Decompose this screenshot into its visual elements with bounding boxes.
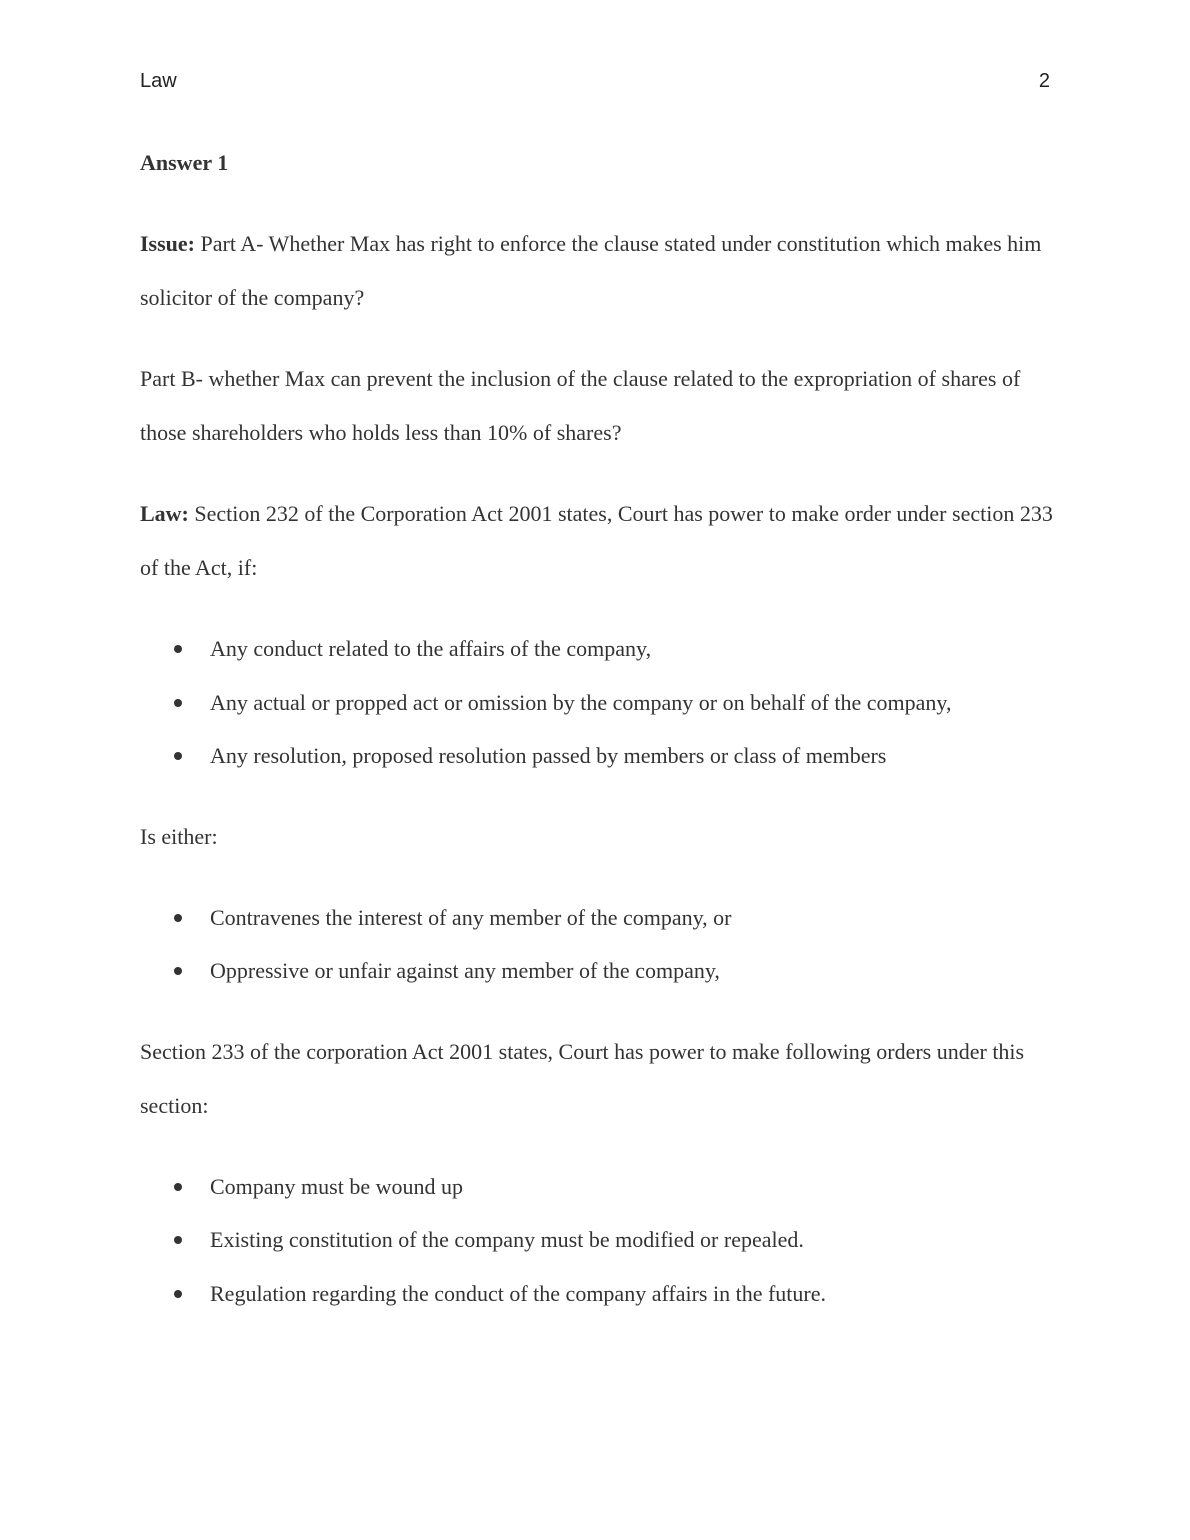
bullet-icon [174,967,182,975]
section-233-paragraph: Section 233 of the corporation Act 2001 states, Court has power to make following orders under this section: [140,1038,1025,1118]
bullet-icon [174,699,182,707]
bullet-icon [174,914,182,922]
list-item-text: Existing constitution of the company must be modified or repealed. [210,1227,804,1252]
list-item [140,1267,1055,1321]
law-label: Law: [140,501,189,526]
law-intro-text: Section 232 of the Corporation Act 2001 states, Court has power to make order under section 233 of the Act, if: [140,501,1053,580]
orders-list [140,1160,1055,1321]
list-item-text: Any conduct related to the affairs of the company, [210,636,652,661]
running-title: Law [140,70,177,92]
bullet-icon [174,645,182,653]
list-item [140,891,1055,945]
either-list [140,891,1055,998]
issue-part-a-paragraph [140,217,1055,325]
document-body [140,136,1055,1347]
issue-part-b-paragraph: Part B- whether Max can prevent the inclusion of the clause related to the expropriation of shares of those shareholders who holds less than 10% of shares? [140,366,1021,445]
list-item-text: Contravenes the interest of any member of the company, or [210,904,732,930]
list-item [140,622,1055,676]
law-paragraph [140,487,1055,595]
page-number: 2 [1038,70,1050,92]
answer-heading: Answer 1 [140,150,229,175]
list-item [140,729,1055,783]
issue-label: Issue: [140,231,196,256]
list-item [140,944,1055,998]
bullet-icon [174,1290,182,1298]
bullet-icon [174,1236,182,1244]
list-item [140,676,1055,730]
list-item-text: Any actual or propped act or omission by the company or on behalf of the company, [210,689,952,715]
bullet-icon [174,752,182,760]
list-item-text: Any resolution, proposed resolution passed by members or class of members [210,743,887,768]
list-item [140,1160,1055,1214]
either-label: Is either: [140,823,218,849]
conditions-list [140,622,1055,783]
list-item-text: Company must be wound up [210,1173,463,1199]
issue-part-a-text: Part A- Whether Max has right to enforce the clause stated under constitution which makes him solicitor of the company? [140,231,1042,310]
page-header [140,70,1050,98]
list-item-text: Oppressive or unfair against any member of the company, [210,958,720,983]
list-item [140,1213,1055,1267]
list-item-text: Regulation regarding the conduct of the company affairs in the future. [210,1280,826,1306]
bullet-icon [174,1183,182,1191]
